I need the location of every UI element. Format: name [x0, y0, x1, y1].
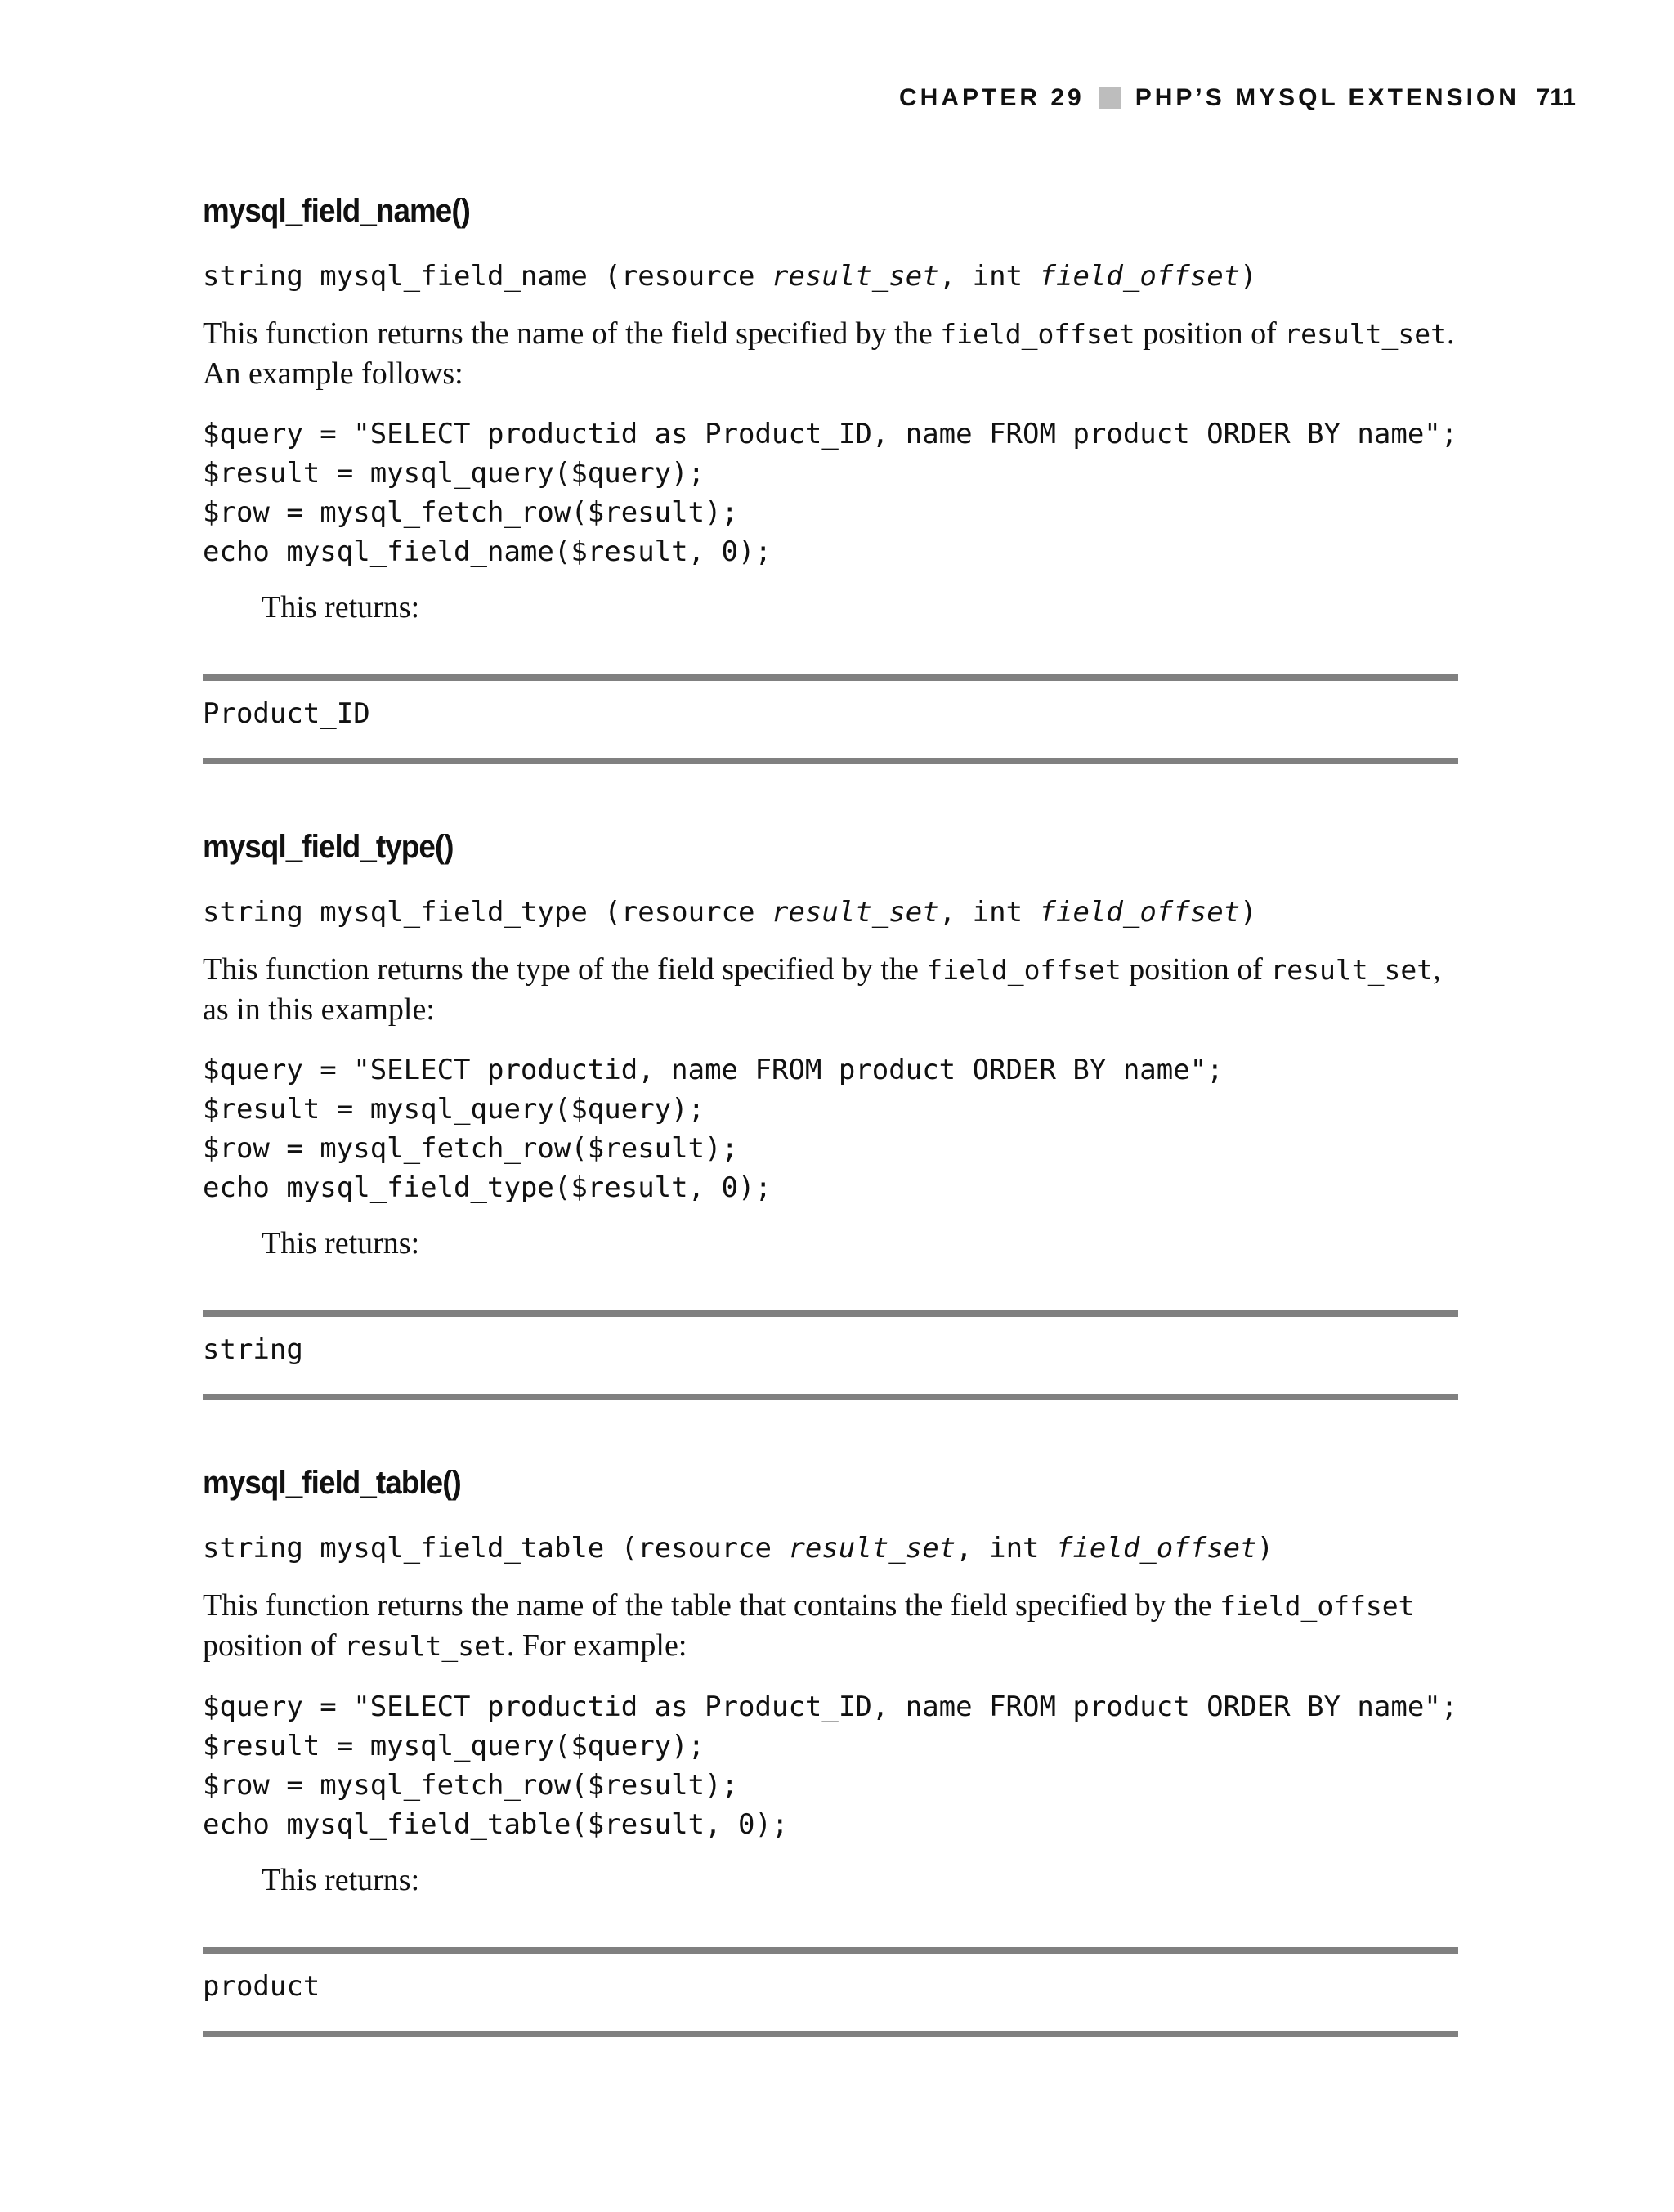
description-text: , as in this example: — [203, 952, 1441, 1027]
description-text: position of — [203, 1628, 345, 1663]
section-heading: mysql_field_name() — [203, 193, 471, 229]
section-heading: mysql_field_table() — [203, 1465, 461, 1501]
function-signature — [203, 893, 1458, 932]
output-box — [203, 1947, 1458, 2037]
square-separator-icon — [1099, 87, 1121, 109]
running-head — [899, 82, 1576, 114]
signature-suffix: ) — [1256, 1532, 1274, 1565]
output-text: product — [203, 1970, 320, 2003]
returns-label: This returns: — [262, 1863, 420, 1897]
description-text: position of — [1121, 952, 1271, 987]
inline-code: result_set — [344, 1630, 507, 1662]
output-text: string — [203, 1333, 303, 1366]
page-number: 711 — [1536, 84, 1576, 111]
signature-middle: , int — [938, 260, 1040, 293]
signature-arg-field-offset: field_offset — [1039, 260, 1241, 293]
signature-suffix: ) — [1240, 260, 1257, 293]
signature-arg-result-set: result_set — [788, 1532, 956, 1565]
description-text: This function returns the type of the field specified by the — [203, 952, 927, 987]
inline-code: result_set — [1284, 318, 1447, 350]
section-mysql-field-type — [203, 824, 1458, 1400]
description-text: This function returns the name of the table that contains the field specified by the — [203, 1588, 1220, 1623]
description-text: . An example follows: — [203, 316, 1455, 391]
inline-code: result_set — [1270, 954, 1434, 986]
output-text: Product_ID — [203, 697, 370, 730]
signature-middle: , int — [938, 896, 1040, 929]
signature-arg-result-set: result_set — [771, 896, 939, 929]
returns-label: This returns: — [262, 1226, 420, 1260]
signature-prefix: string mysql_field_table (resource — [203, 1532, 789, 1565]
description-paragraph — [203, 950, 1458, 1029]
returns-label: This returns: — [262, 590, 420, 625]
signature-arg-field-offset: field_offset — [1039, 896, 1241, 929]
signature-suffix: ) — [1240, 896, 1257, 929]
code-listing: $query = "SELECT productid as Product_ID, name FROM product ORDER BY name"; $result = mysql_query($query); $row = mysql_fetch_row($result); echo mysql_field_table($result, 0); — [203, 1690, 1458, 1841]
inline-code: field_offset — [926, 954, 1121, 986]
signature-arg-result-set: result_set — [771, 260, 939, 293]
section-mysql-field-table — [203, 1460, 1458, 2037]
output-box — [203, 674, 1458, 764]
function-signature — [203, 1529, 1458, 1568]
chapter-title: PHP’S MYSQL EXTENSION — [1135, 84, 1520, 111]
section-heading: mysql_field_type() — [203, 829, 454, 865]
signature-middle: , int — [956, 1532, 1056, 1565]
section-mysql-field-name — [203, 188, 1458, 764]
function-signature — [203, 257, 1458, 296]
code-listing: $query = "SELECT productid as Product_ID, name FROM product ORDER BY name"; $result = mysql_query($query); $row = mysql_fetch_row($result); echo mysql_field_name($result, 0); — [203, 418, 1458, 568]
chapter-label: CHAPTER 29 — [899, 84, 1085, 111]
inline-code: field_offset — [1220, 1590, 1415, 1622]
description-text: position of — [1135, 316, 1285, 351]
description-paragraph — [203, 314, 1458, 393]
code-listing: $query = "SELECT productid, name FROM product ORDER BY name"; $result = mysql_query($query); $row = mysql_fetch_row($result); echo mysql_field_type($result, 0); — [203, 1054, 1224, 1204]
description-text: . For example: — [506, 1628, 687, 1663]
signature-prefix: string mysql_field_type (resource — [203, 896, 772, 929]
output-box — [203, 1310, 1458, 1400]
description-paragraph — [203, 1586, 1458, 1666]
signature-arg-field-offset: field_offset — [1055, 1532, 1257, 1565]
inline-code: field_offset — [940, 318, 1135, 350]
description-text: This function returns the name of the field specified by the — [203, 316, 941, 351]
signature-prefix: string mysql_field_name (resource — [203, 260, 772, 293]
